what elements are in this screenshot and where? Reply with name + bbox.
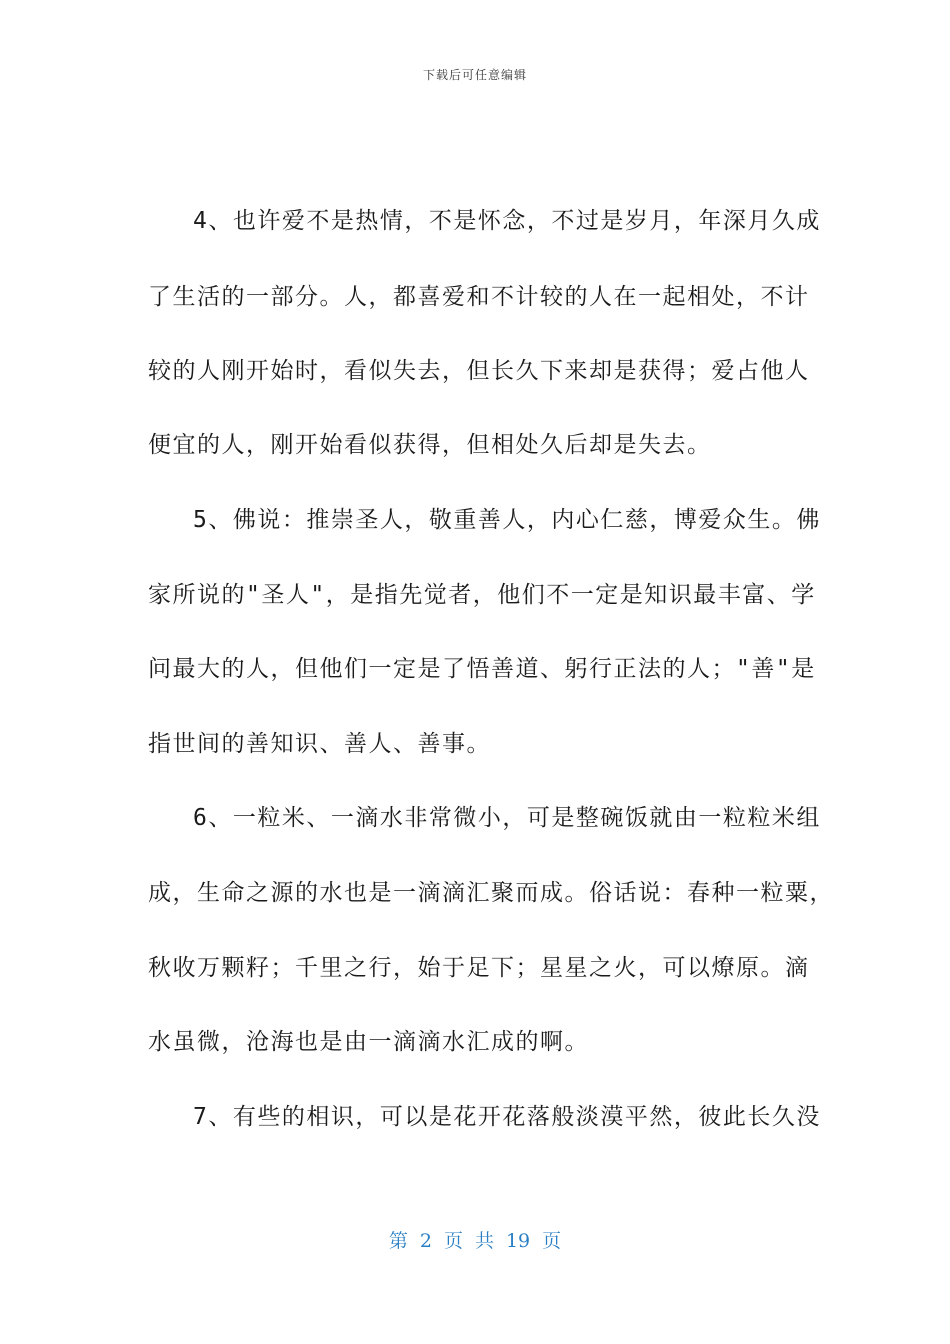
paragraph-line: 成，生命之源的水也是一滴滴汇聚而成。俗话说：春种一粒粟， [148,880,834,906]
paragraph-line: 7、有些的相识，可以是花开花落般淡漠平然，彼此长久没 [193,1104,821,1130]
paragraph-line: 秋收万颗籽；千里之行，始于足下；星星之火，可以燎原。滴 [148,955,810,981]
paragraph-line: 了生活的一部分。人，都喜爱和不计较的人在一起相处，不计 [148,284,810,310]
page-footer [0,1226,950,1253]
footer-word-ye: 页 [443,1230,463,1252]
paragraph-line: 5、佛说：推崇圣人，敬重善人，内心仁慈，博爱众生。佛 [193,507,821,533]
paragraph-line: 水虽微，沧海也是由一滴滴水汇成的啊。 [148,1029,589,1055]
paragraph-line: 指世间的善知识、善人、善事。 [148,731,491,757]
paragraph-line: 便宜的人，刚开始看似获得，但相处久后却是失去。 [148,432,712,458]
footer-word-ye: 页 [542,1230,562,1252]
paragraph-line: 4、也许爱不是热情，不是怀念，不过是岁月，年深月久成 [193,208,821,234]
footer-word-di: 第 [388,1230,408,1252]
paragraph-line: 家所说的"圣人"，是指先觉者，他们不一定是知识最丰富、学 [148,582,816,608]
paragraph-line: 较的人刚开始时，看似失去，但长久下来却是获得；爱占他人 [148,358,810,384]
footer-page-number: 2 [419,1230,432,1252]
paragraph-line: 6、一粒米、一滴水非常微小，可是整碗饭就由一粒粒米组 [193,805,821,831]
footer-word-gong: 共 [474,1230,494,1252]
footer-total-pages: 19 [505,1230,531,1252]
header-note: 下载后可任意编辑 [422,68,527,82]
paragraph-line: 问最大的人，但他们一定是了悟善道、躬行正法的人；"善"是 [148,656,816,682]
